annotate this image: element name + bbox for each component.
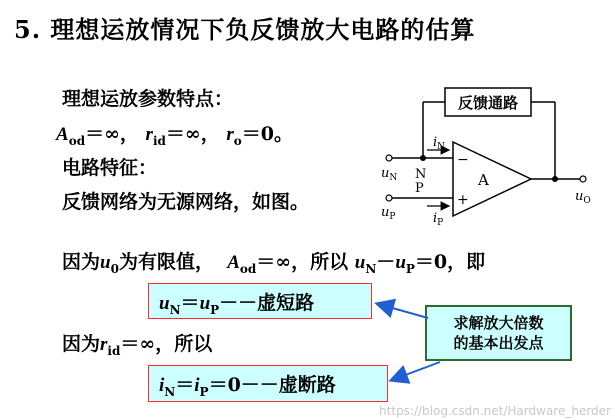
virtual-open-reason: 因为$r_{id}=\infty$，所以 <box>62 333 213 358</box>
circuit-features-heading: 电路特征： <box>62 157 158 179</box>
opamp-label: A <box>478 171 489 189</box>
opamp-circuit-diagram <box>375 80 615 230</box>
virtual-open-box: $i_N=i_P=0--$虚断路 <box>148 365 388 402</box>
current-label-p: $i_P$ <box>433 211 444 228</box>
arrow-to-open-box <box>392 362 440 380</box>
feedback-label: 反馈通路 <box>457 94 519 112</box>
node-p-label: P <box>415 181 424 196</box>
terminal-out <box>580 176 586 182</box>
callout-line-2: 的基本出发点 <box>453 334 544 352</box>
node-n-dot <box>420 155 426 161</box>
circuit-features-text: 反馈网络为无源网络，如图。 <box>62 191 310 213</box>
terminal-p <box>386 195 392 201</box>
watermark: https://blog.csdn.net/Hardware_herder <box>379 404 611 418</box>
voltage-label-out: $u_O$ <box>575 189 591 206</box>
virtual-short-box: $u_N=u_P--$虚短路 <box>148 283 372 319</box>
output-node-dot <box>552 176 558 182</box>
callout-line-1: 求解放大倍数 <box>453 314 544 332</box>
voltage-label-p: $u_P$ <box>381 205 396 222</box>
inverting-sign: − <box>457 152 469 168</box>
ideal-params-heading: 理想运放参数特点： <box>62 88 234 110</box>
terminal-n <box>386 155 392 161</box>
current-label-n: $i_N$ <box>433 135 446 152</box>
arrow-to-short-box <box>378 304 428 318</box>
node-n-label: N <box>415 167 427 182</box>
virtual-short-reason: 因为$u_0$为有限值， $A_{od}=\infty$，所以 $u_N-u_P=0$，即 <box>62 251 486 276</box>
voltage-label-n: $u_N$ <box>381 166 398 183</box>
ideal-params-values: $A_{od}=\infty$， $r_{id}=\infty$， $r_o=0$。 <box>56 123 294 148</box>
noninverting-sign: + <box>457 192 469 208</box>
page-title: 5. 理想运放情况下负反馈放大电路的估算 <box>14 15 476 44</box>
